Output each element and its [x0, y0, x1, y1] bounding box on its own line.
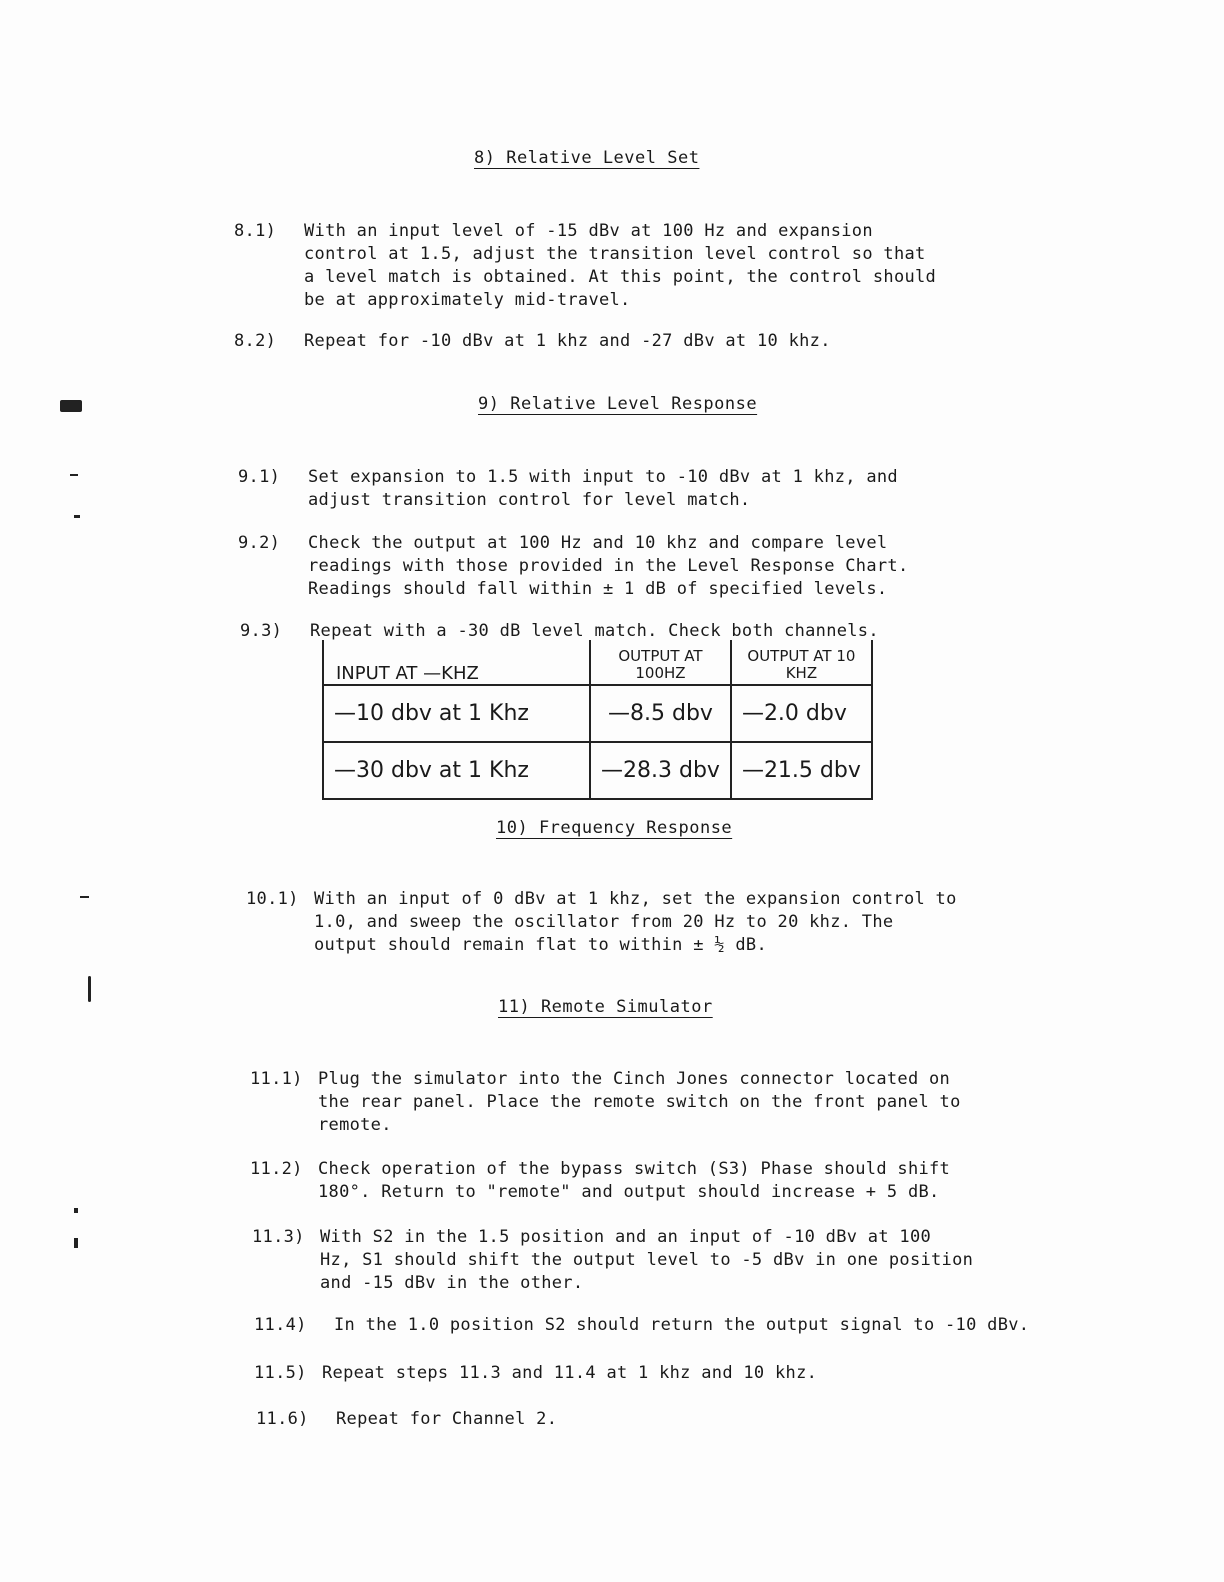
step-number: 10.1): [246, 889, 299, 909]
step-text: Repeat with a -30 dB level match. Check both channels.: [310, 621, 879, 641]
scan-mark: [80, 896, 89, 898]
step-number: 9.3): [240, 621, 283, 641]
step-number: 8.2): [234, 331, 277, 351]
table-cell-output-10khz: —21.5 dbv: [731, 742, 872, 799]
step-text: Plug the simulator into the Cinch Jones connector located on the rear panel. Place the remote switch on the front panel to remote.: [318, 1069, 961, 1135]
column-header-output-10khz: OUTPUT AT 10 KHZ: [731, 640, 872, 685]
step-text: Repeat steps 11.3 and 11.4 at 1 khz and 10 khz.: [322, 1363, 818, 1383]
step-text: Check the output at 100 Hz and 10 khz and compare level readings with those provided in the Level Response Chart. Readings should fall within ± 1 dB of specified levels.: [308, 533, 909, 599]
step-text: With an input level of -15 dBv at 100 Hz and expansion control at 1.5, adjust the transition level control so that a level match is obtained. At this point, the control should be at approximately mid-travel.: [304, 221, 937, 310]
step-number: 8.1): [234, 221, 277, 241]
column-header-output-100hz: OUTPUT AT 100HZ: [590, 640, 731, 685]
table-row: [323, 742, 872, 799]
step-number: 11.4): [254, 1315, 307, 1335]
step-11-3: [252, 1226, 1092, 1298]
table-cell-output-100hz: —28.3 dbv: [590, 742, 731, 799]
column-header-input: INPUT AT —KHZ: [323, 640, 590, 685]
step-number: 11.3): [252, 1227, 305, 1247]
step-text: In the 1.0 position S2 should return the output signal to -10 dBv.: [334, 1315, 1030, 1335]
section-heading-remote-simulator: 11) Remote Simulator: [498, 997, 713, 1017]
scan-mark: [70, 474, 78, 476]
table-cell-output-100hz: —8.5 dbv: [590, 685, 731, 742]
step-number: 9.2): [238, 533, 281, 553]
step-text: Repeat for Channel 2.: [336, 1409, 558, 1429]
scan-mark: [74, 1238, 78, 1248]
step-11-1: [250, 1068, 1090, 1140]
step-number: 11.6): [256, 1409, 309, 1429]
step-text: With an input of 0 dBv at 1 khz, set the expansion control to 1.0, and sweep the oscillator from 20 Hz to 20 khz. The output should remain flat to within ± ½ dB.: [314, 889, 957, 955]
level-response-chart: [322, 640, 873, 800]
step-11-5: [254, 1362, 1094, 1387]
scan-mark: [74, 1208, 78, 1213]
table-header-row: [323, 640, 872, 685]
step-11-6: [256, 1408, 1096, 1433]
section-heading-relative-level-response: 9) Relative Level Response: [478, 394, 758, 414]
section-heading-frequency-response: 10) Frequency Response: [496, 818, 733, 838]
step-11-4: [254, 1314, 1094, 1339]
step-number: 11.2): [250, 1159, 303, 1179]
step-text: With S2 in the 1.5 position and an input of -10 dBv at 100 Hz, S1 should shift the output level to -5 dBv in one position and -15 dBv in the other.: [320, 1227, 974, 1293]
step-11-2: [250, 1158, 1090, 1208]
section-heading-relative-level-set: 8) Relative Level Set: [474, 148, 700, 168]
scan-mark: [74, 515, 80, 518]
step-number: 9.1): [238, 467, 281, 487]
table-row: [323, 685, 872, 742]
step-9-1: [238, 466, 1058, 516]
step-8-1: [234, 220, 1054, 315]
table-cell-input: —30 dbv at 1 Khz: [323, 742, 590, 799]
table-cell-output-10khz: —2.0 dbv: [731, 685, 872, 742]
scan-mark: [60, 400, 82, 412]
step-9-2: [238, 532, 1058, 604]
step-text: Repeat for -10 dBv at 1 khz and -27 dBv at 10 khz.: [304, 331, 831, 351]
step-number: 11.1): [250, 1069, 303, 1089]
step-text: Set expansion to 1.5 with input to -10 dBv at 1 khz, and adjust transition control for level match.: [308, 467, 898, 510]
scan-mark: [88, 976, 91, 1002]
table-cell-input: —10 dbv at 1 Khz: [323, 685, 590, 742]
step-10-1: [246, 888, 1086, 960]
step-number: 11.5): [254, 1363, 307, 1383]
step-text: Check operation of the bypass switch (S3) Phase should shift 180°. Return to "remote" and output should increase + 5 dB.: [318, 1159, 951, 1202]
step-8-2: [234, 330, 1054, 355]
